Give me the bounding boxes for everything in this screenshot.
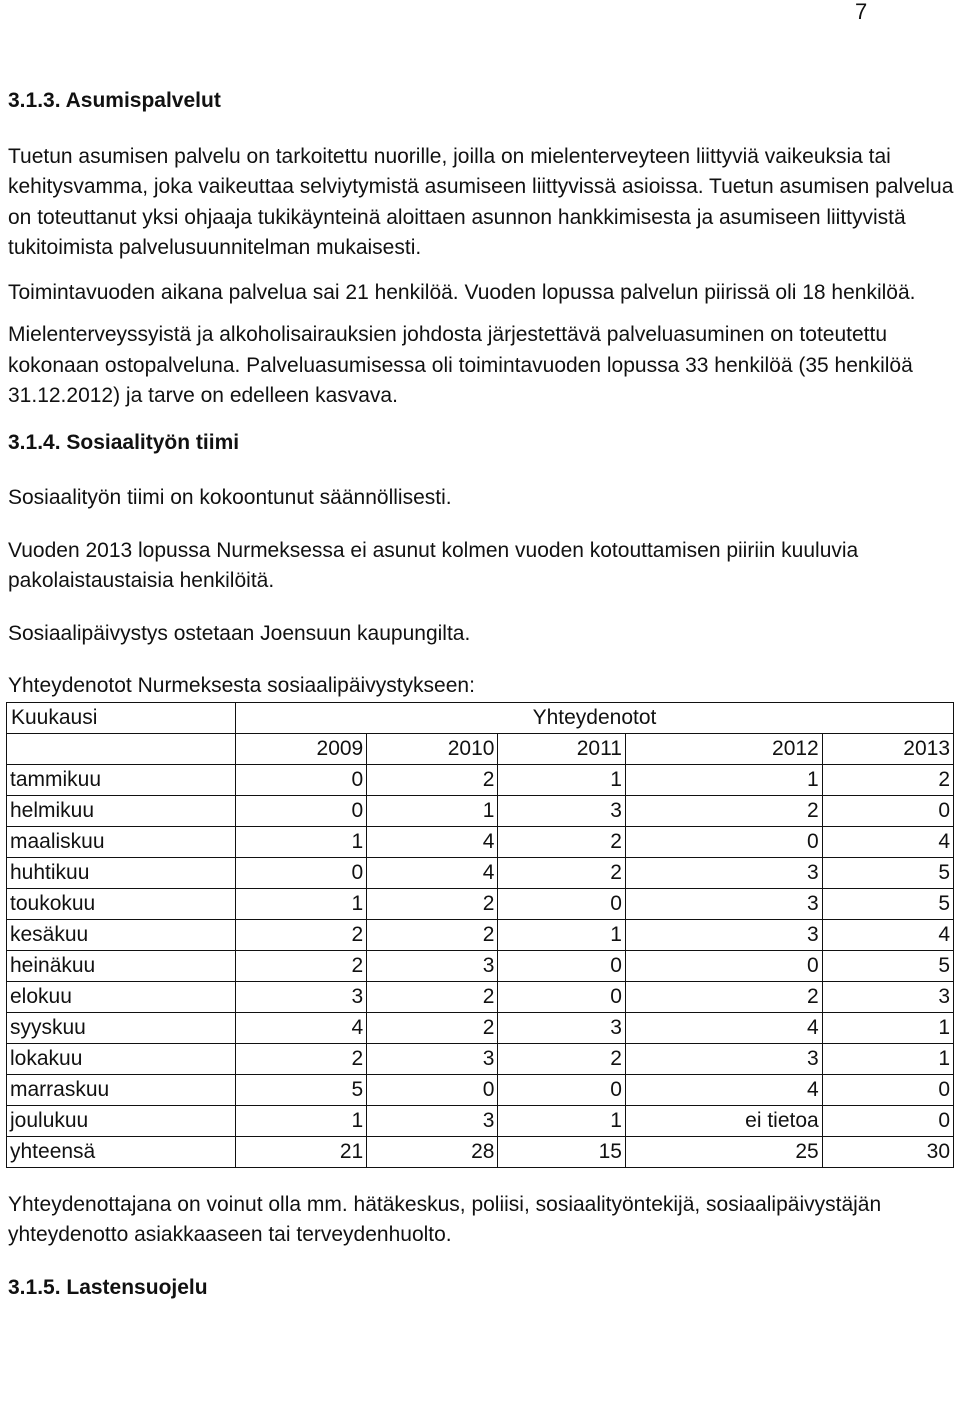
value-cell: 5 xyxy=(822,857,953,888)
value-cell: 30 xyxy=(822,1136,953,1167)
value-cell: 21 xyxy=(236,1136,367,1167)
table-row xyxy=(7,950,954,981)
table-row xyxy=(7,919,954,950)
value-cell: 5 xyxy=(822,888,953,919)
value-cell: 3 xyxy=(822,981,953,1012)
table-footnote: Yhteydenottajana on voinut olla mm. hätäkeskus, poliisi, sosiaalityöntekijä, sosiaalipäivystäjän yhteydenotto asiakkaaseen tai terveydenhuolto. xyxy=(8,1192,882,1246)
value-cell: 0 xyxy=(498,981,625,1012)
value-cell: 1 xyxy=(236,1105,367,1136)
value-cell: 3 xyxy=(367,950,498,981)
value-cell: 2 xyxy=(236,919,367,950)
month-cell: huhtikuu xyxy=(7,857,236,888)
table-row xyxy=(7,1105,954,1136)
value-cell: 0 xyxy=(236,764,367,795)
value-cell: 0 xyxy=(236,857,367,888)
month-cell: kesäkuu xyxy=(7,919,236,950)
paragraph-pakolaiset: Vuoden 2013 lopussa Nurmeksessa ei asunut kolmen vuoden kotouttamisen piiriin kuuluvia pakolaistaustaisia henkilöitä. xyxy=(8,538,859,592)
value-cell: 5 xyxy=(822,950,953,981)
value-cell: 28 xyxy=(367,1136,498,1167)
month-cell: lokakuu xyxy=(7,1043,236,1074)
paragraph-sosiaalipaivystys: Sosiaalipäivystys ostetaan Joensuun kaupungilta. xyxy=(8,621,471,645)
value-cell: 25 xyxy=(625,1136,822,1167)
value-cell: 0 xyxy=(367,1074,498,1105)
value-cell: 4 xyxy=(625,1074,822,1105)
value-cell: 0 xyxy=(498,950,625,981)
table-row xyxy=(7,857,954,888)
value-cell: 2 xyxy=(367,1012,498,1043)
year-header: 2012 xyxy=(625,733,822,764)
table-title: Yhteydenotot Nurmeksesta sosiaalipäivystykseen: xyxy=(8,674,475,697)
value-cell: 3 xyxy=(625,1043,822,1074)
month-cell: joulukuu xyxy=(7,1105,236,1136)
value-cell: 4 xyxy=(625,1012,822,1043)
year-header-row xyxy=(7,733,954,764)
month-column-header: Kuukausi xyxy=(7,702,236,733)
value-cell: 0 xyxy=(236,795,367,826)
month-cell: elokuu xyxy=(7,981,236,1012)
value-cell: 15 xyxy=(498,1136,625,1167)
paragraph-tuettu-asuminen: Tuetun asumisen palvelu on tarkoitettu nuorille, joilla on mielenterveyteen liittyviä vaikeuksia tai kehitysvamma, joka vaikeuttaa selviytymistä asumiseen liittyvissä asioissa. Tuetun asumisen palvelua on toteuttanut yksi ohjaaja tukikäynteinä aloittaen asunnon hankkimisesta ja asumiseen liittyvistä tukitoimista palvelusuunnitelman mukaisesti. xyxy=(8,144,954,259)
value-cell: 0 xyxy=(625,950,822,981)
value-cell: 0 xyxy=(625,826,822,857)
section-heading-lastensuojelu: 3.1.5. Lastensuojelu xyxy=(8,1275,208,1299)
value-cell: 3 xyxy=(236,981,367,1012)
value-cell: 2 xyxy=(498,857,625,888)
value-cell: 2 xyxy=(625,795,822,826)
value-cell: 3 xyxy=(625,857,822,888)
value-cell: 3 xyxy=(367,1043,498,1074)
contacts-column-header: Yhteydenotot xyxy=(236,702,954,733)
value-cell: 1 xyxy=(498,764,625,795)
month-cell: toukokuu xyxy=(7,888,236,919)
value-cell: 2 xyxy=(822,764,953,795)
month-cell: syyskuu xyxy=(7,1012,236,1043)
value-cell: 2 xyxy=(367,981,498,1012)
table-row xyxy=(7,981,954,1012)
table-header-row xyxy=(7,702,954,733)
table-row xyxy=(7,764,954,795)
value-cell: 2 xyxy=(236,1043,367,1074)
value-cell: 3 xyxy=(367,1105,498,1136)
value-cell: 0 xyxy=(822,1105,953,1136)
value-cell: 4 xyxy=(822,826,953,857)
year-header: 2013 xyxy=(822,733,953,764)
section-heading-asumispalvelut: 3.1.3. Asumispalvelut xyxy=(8,89,221,112)
value-cell: 0 xyxy=(822,1074,953,1105)
month-cell: yhteensä xyxy=(7,1136,236,1167)
table-row xyxy=(7,826,954,857)
paragraph-palveluasuminen: Mielenterveyssyistä ja alkoholisairauksien johdosta järjestettävä palveluasuminen on toteutettu kokonaan ostopalveluna. Palveluasumisessa oli toimintavuoden lopussa 33 henkilöä (35 henkilöä 31.12.2012) ja tarve on edelleen kasvava. xyxy=(8,323,913,407)
year-header: 2010 xyxy=(367,733,498,764)
month-cell: heinäkuu xyxy=(7,950,236,981)
value-cell: 0 xyxy=(498,1074,625,1105)
table-row xyxy=(7,1074,954,1105)
value-cell: 1 xyxy=(236,888,367,919)
page-number: 7 xyxy=(855,0,868,24)
value-cell: 3 xyxy=(625,919,822,950)
table-row xyxy=(7,1043,954,1074)
value-cell: 1 xyxy=(498,1105,625,1136)
value-cell: 1 xyxy=(625,764,822,795)
value-cell: 0 xyxy=(822,795,953,826)
value-cell: 5 xyxy=(236,1074,367,1105)
contacts-table xyxy=(6,702,954,1168)
value-cell: 2 xyxy=(367,888,498,919)
value-cell: 2 xyxy=(236,950,367,981)
value-cell: 4 xyxy=(367,826,498,857)
paragraph-toimintavuosi: Toimintavuoden aikana palvelua sai 21 henkilöä. Vuoden lopussa palvelun piirissä oli 18 henkilöä. xyxy=(8,280,916,304)
value-cell: 1 xyxy=(236,826,367,857)
table-row xyxy=(7,1136,954,1167)
month-cell: maaliskuu xyxy=(7,826,236,857)
table-row xyxy=(7,795,954,826)
table-row xyxy=(7,888,954,919)
value-cell: 3 xyxy=(625,888,822,919)
empty-header-cell xyxy=(7,733,236,764)
paragraph-tiimi: Sosiaalityön tiimi on kokoontunut säännöllisesti. xyxy=(8,486,452,509)
value-cell: 4 xyxy=(822,919,953,950)
value-cell: 1 xyxy=(498,919,625,950)
value-cell: 1 xyxy=(822,1043,953,1074)
month-cell: marraskuu xyxy=(7,1074,236,1105)
value-cell: 2 xyxy=(498,826,625,857)
month-cell: helmikuu xyxy=(7,795,236,826)
value-cell: 4 xyxy=(367,857,498,888)
year-header: 2009 xyxy=(236,733,367,764)
value-cell: 2 xyxy=(367,764,498,795)
month-cell: tammikuu xyxy=(7,764,236,795)
value-cell: 2 xyxy=(498,1043,625,1074)
value-cell: 4 xyxy=(236,1012,367,1043)
table-row xyxy=(7,1012,954,1043)
value-cell: 3 xyxy=(498,1012,625,1043)
year-header: 2011 xyxy=(498,733,625,764)
value-cell: 2 xyxy=(367,919,498,950)
document-body xyxy=(8,86,954,1303)
value-cell: 1 xyxy=(367,795,498,826)
value-cell: 0 xyxy=(498,888,625,919)
value-cell: ei tietoa xyxy=(625,1105,822,1136)
value-cell: 3 xyxy=(498,795,625,826)
section-heading-sosiaalityon-tiimi: 3.1.4. Sosiaalityön tiimi xyxy=(8,430,240,454)
value-cell: 2 xyxy=(625,981,822,1012)
value-cell: 1 xyxy=(822,1012,953,1043)
